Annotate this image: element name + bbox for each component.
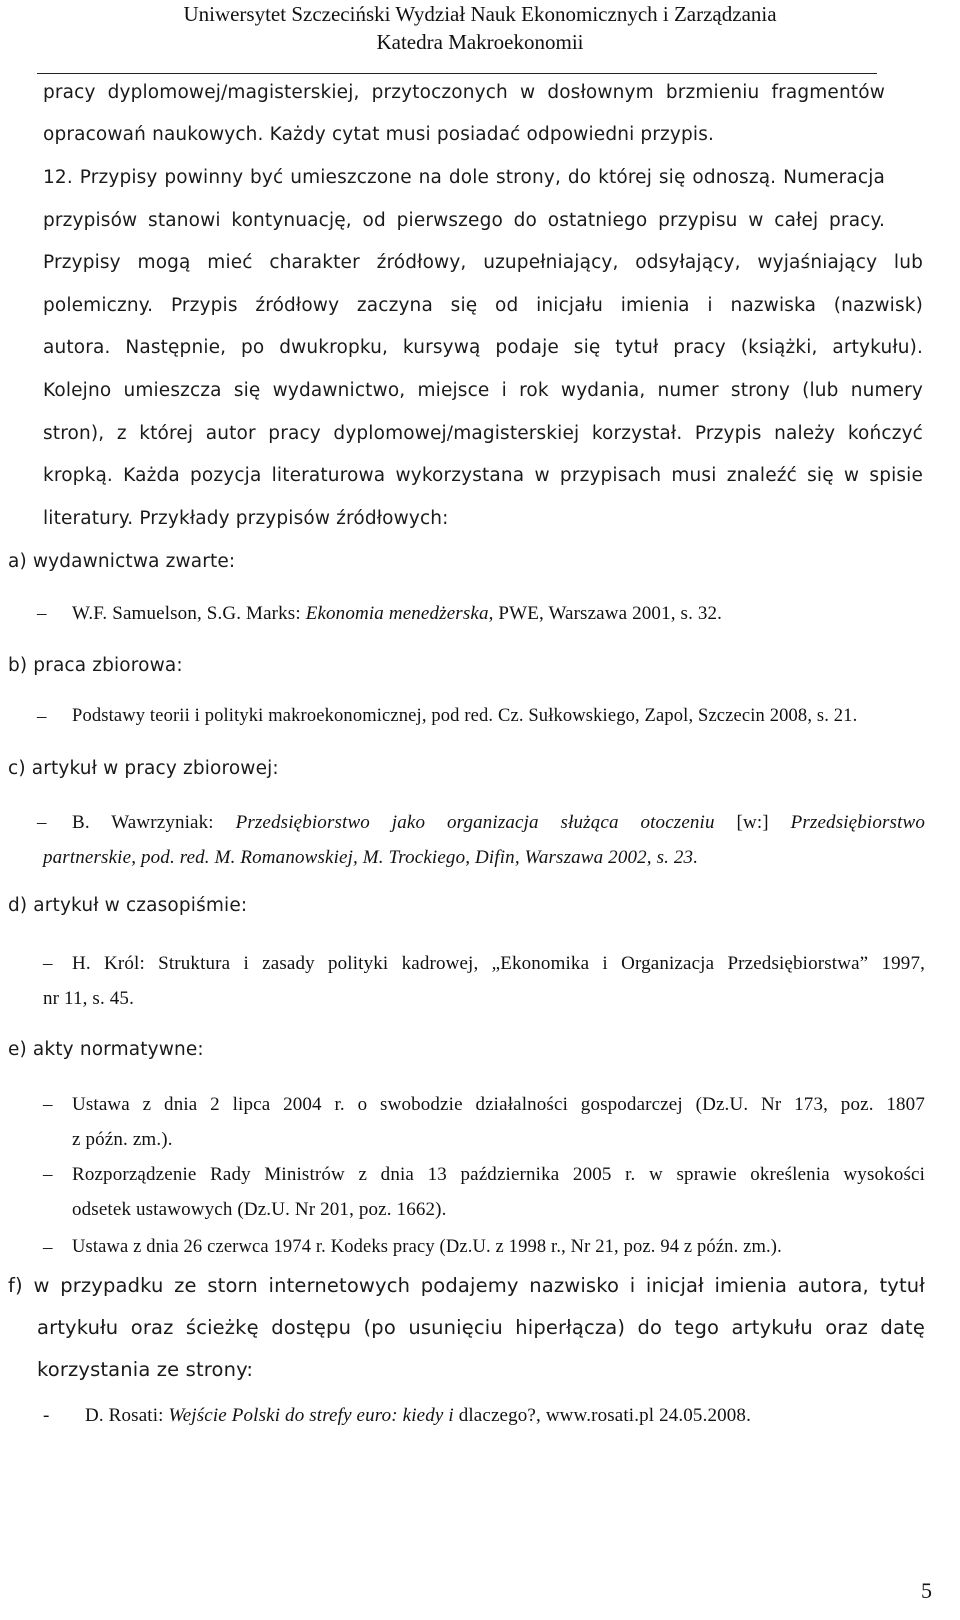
body-line: przypisów stanowi kontynuację, od pierwszego do ostatniego przypisu w całej pracy. [43, 210, 885, 231]
body-line: Przypisy mogą mieć charakter źródłowy, uzupełniający, odsyłający, wyjaśniający lub [43, 252, 923, 273]
list-dash: – [37, 812, 47, 833]
section-a-label: a) wydawnictwa zwarte: [8, 551, 236, 572]
header-rule [37, 73, 877, 74]
list-dash: – [37, 603, 47, 624]
body-line: Kolejno umieszcza się wydawnictwo, miejsce i rok wydania, numer strony (lub numery [43, 380, 923, 401]
list-dash: – [43, 953, 53, 974]
section-c-label: c) artykuł w pracy zbiorowej: [8, 758, 279, 779]
page-number: 5 [921, 1578, 932, 1603]
section-f-line3: korzystania ze strony: [37, 1358, 254, 1381]
body-line: literatury. Przykłady przypisów źródłowych: [43, 508, 449, 529]
body-line: opracowań naukowych. Każdy cytat musi posiadać odpowiedni przypis. [43, 124, 715, 145]
example-b: Podstawy teorii i polityki makroekonomicznej, pod red. Cz. Sułkowskiego, Zapol, Szczecin 2008, s. 21. [72, 706, 858, 726]
body-line: polemiczny. Przypis źródłowy zaczyna się od inicjału imienia i nazwiska (nazwisk) [43, 295, 923, 316]
header-university: Uniwersytet Szczeciński Wydział Nauk Ekonomicznych i Zarządzania [183, 2, 777, 26]
list-hyphen: - [43, 1405, 50, 1426]
example-c-line2: partnerskie, pod. red. M. Romanowskiej, M. Trockiego, Difin, Warszawa 2002, s. 23. [43, 847, 699, 868]
section-f-line1: f) w przypadku ze storn internetowych podajemy nazwisko i inicjał imienia autora, tytuł [8, 1274, 925, 1297]
list-dash: – [43, 1094, 53, 1115]
example-e1-line2: z późn. zm.). [72, 1129, 173, 1150]
list-dash: – [43, 1237, 53, 1258]
example-d-line2: nr 11, s. 45. [43, 988, 134, 1009]
section-f-line2: artykułu oraz ścieżkę dostępu (po usunięciu hiperłącza) do tego artykułu oraz datę [37, 1316, 925, 1339]
example-e3: Ustawa z dnia 26 czerwca 1974 r. Kodeks pracy (Dz.U. z 1998 r., Nr 21, poz. 94 z późn. zm.). [72, 1237, 782, 1257]
header-department: Katedra Makroekonomii [376, 30, 584, 54]
body-line: stron), z której autor pracy dyplomowej/magisterskiej korzystał. Przypis należy kończyć [43, 423, 923, 444]
list-dash: – [37, 706, 47, 727]
list-dash: – [43, 1164, 53, 1185]
example-d-line1: H. Król: Struktura i zasady polityki kadrowej, „Ekonomika i Organizacja Przedsiębiorstwa” 1997, [72, 953, 925, 974]
body-line: pracy dyplomowej/magisterskiej, przytoczonych w dosłownym brzmieniu fragmentów [43, 82, 885, 103]
section-d-label: d) artykuł w czasopiśmie: [8, 895, 248, 916]
section-b-label: b) praca zbiorowa: [8, 655, 183, 676]
example-e2-line2: odsetek ustawowych (Dz.U. Nr 201, poz. 1662). [72, 1199, 447, 1220]
body-line: 12. Przypisy powinny być umieszczone na dole strony, do której się odnoszą. Numeracja [43, 167, 885, 188]
example-f: D. Rosati: Wejście Polski do strefy euro: kiedy i dlaczego?, www.rosati.pl 24.05.2008. [85, 1405, 751, 1426]
body-line: autora. Następnie, po dwukropku, kursywą podaje się tytuł pracy (książki, artykułu). [43, 337, 923, 358]
example-a: W.F. Samuelson, S.G. Marks: Ekonomia menedżerska, PWE, Warszawa 2001, s. 32. [72, 603, 723, 624]
example-e1-line1: Ustawa z dnia 2 lipca 2004 r. o swobodzie działalności gospodarczej (Dz.U. Nr 173, poz. 1807 [72, 1094, 925, 1115]
example-c-line1: B. Wawrzyniak: Przedsiębiorstwo jako organizacja służąca otoczeniu [w:] Przedsiębiorstwo [72, 812, 925, 833]
example-e2-line1: Rozporządzenie Rady Ministrów z dnia 13 października 2005 r. w sprawie określenia wysokości [72, 1164, 925, 1185]
section-e-label: e) akty normatywne: [8, 1039, 204, 1060]
body-line: kropką. Każda pozycja literaturowa wykorzystana w przypisach musi znaleźć się w spisie [43, 465, 923, 486]
